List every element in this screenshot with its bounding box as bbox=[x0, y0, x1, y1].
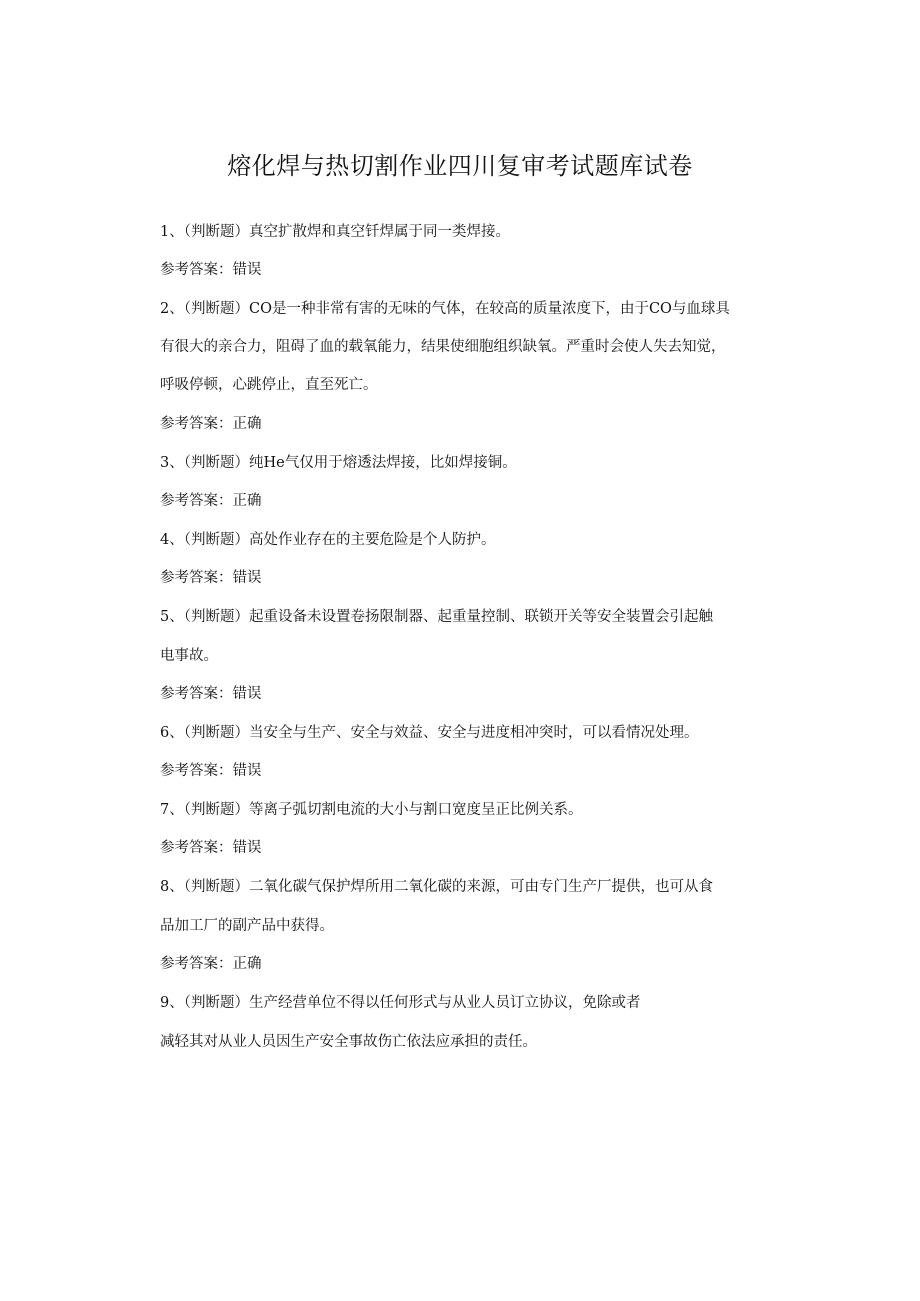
question-text-line: 品加工厂的副产品中获得。 bbox=[160, 918, 334, 934]
question-text-line: 8、（判断题）二氧化碳气保护焊所用二氧化碳的来源，可由专门生产厂提供，也可从食 bbox=[160, 879, 713, 895]
question-text-line: 9、（判断题）生产经营单位不得以任何形式与从业人员订立协议，免除或者 bbox=[160, 995, 641, 1011]
answer-line: 参考答案：错误 bbox=[160, 686, 262, 702]
question-text-line: 5、（判断题）起重设备未设置卷扬限制器、起重量控制、联锁开关等安全装置会引起触 bbox=[160, 609, 713, 625]
question-text-line: 3、（判断题）纯He气仅用于熔透法焊接，比如焊接铜。 bbox=[160, 455, 517, 471]
question-text-line: 4、（判断题）高处作业存在的主要危险是个人防护。 bbox=[160, 532, 496, 548]
answer-line: 参考答案：错误 bbox=[160, 570, 262, 586]
answer-line: 参考答案：正确 bbox=[160, 956, 262, 972]
question-text-line: 电事故。 bbox=[160, 648, 218, 664]
answer-line: 参考答案：正确 bbox=[160, 493, 262, 509]
question-text-line: 呼吸停顿，心跳停止，直至死亡。 bbox=[160, 377, 378, 393]
answer-line: 参考答案：错误 bbox=[160, 763, 262, 779]
question-text-line: 减轻其对从业人员因生产安全事故伤亡依法应承担的责任。 bbox=[160, 1034, 537, 1050]
question-text-line: 6、（判断题）当安全与生产、安全与效益、安全与进度相冲突时，可以看情况处理。 bbox=[160, 725, 699, 741]
document-title: 熔化焊与热切割作业四川复审考试题库试卷 bbox=[227, 152, 693, 180]
question-text-line: 有很大的亲合力，阻碍了血的载氧能力，结果使细胞组织缺氧。严重时会使人失去知觉， bbox=[160, 339, 726, 355]
question-text-line: 7、（判断题）等离子弧切割电流的大小与割口宽度呈正比例关系。 bbox=[160, 802, 583, 818]
answer-line: 参考答案：错误 bbox=[160, 262, 262, 278]
question-text-line: 2、（判断题）CO是一种非常有害的无味的气体，在较高的质量浓度下，由于CO与血球具 bbox=[160, 301, 730, 317]
answer-line: 参考答案：错误 bbox=[160, 840, 262, 856]
answer-line: 参考答案：正确 bbox=[160, 416, 262, 432]
question-text-line: 1、（判断题）真空扩散焊和真空钎焊属于同一类焊接。 bbox=[160, 224, 510, 240]
